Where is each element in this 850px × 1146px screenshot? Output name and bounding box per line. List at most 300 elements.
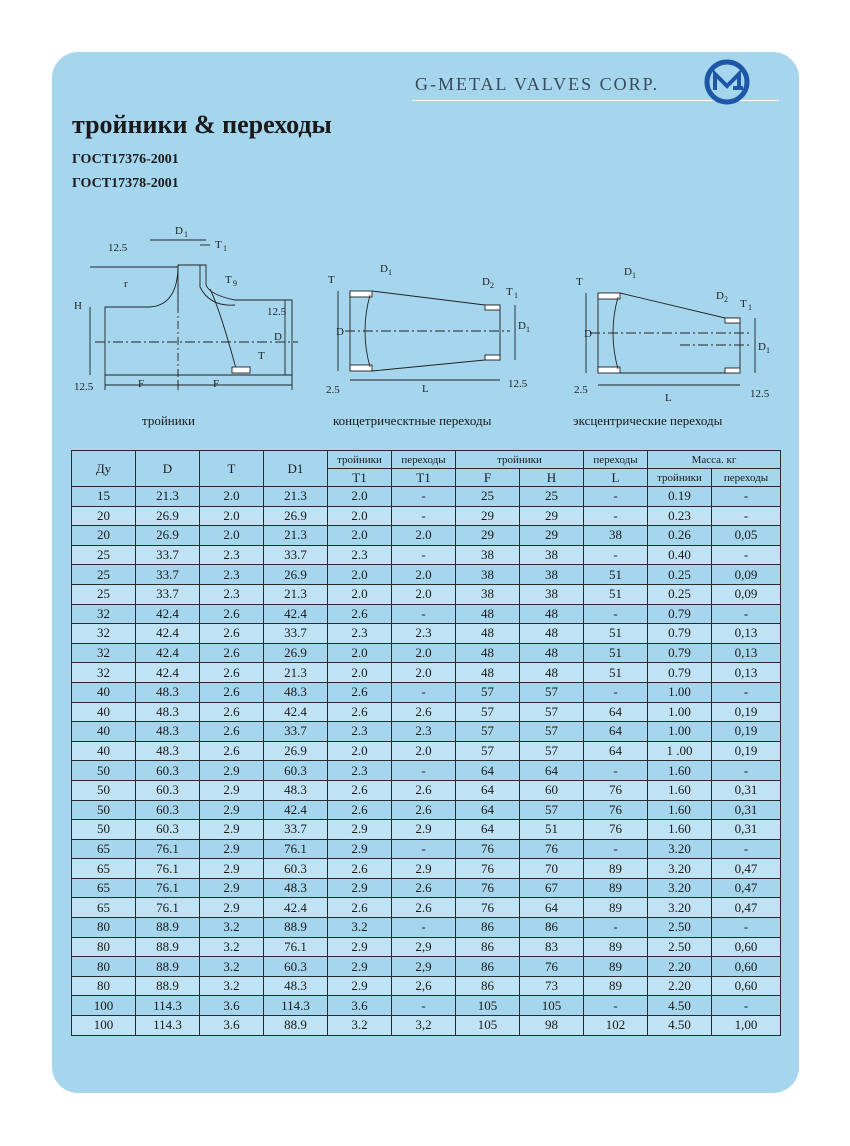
cell-l: - xyxy=(584,604,648,624)
table-row xyxy=(72,859,781,879)
cell-f: 38 xyxy=(456,584,520,604)
cell-h: 29 xyxy=(520,526,584,546)
cell-d: 48.3 xyxy=(136,702,200,722)
cell-t: 3.6 xyxy=(200,996,264,1016)
cell-l: 89 xyxy=(584,898,648,918)
cell-h: 57 xyxy=(520,682,584,702)
cell-d: 26.9 xyxy=(136,526,200,546)
cell-mass-tees: 0.79 xyxy=(648,643,712,663)
conc-label-t1: T xyxy=(506,286,513,298)
cell-d: 21.3 xyxy=(136,487,200,507)
cell-d: 60.3 xyxy=(136,820,200,840)
cell-h: 60 xyxy=(520,780,584,800)
cell-f: 86 xyxy=(456,918,520,938)
table-row xyxy=(72,643,781,663)
cell-du: 25 xyxy=(72,545,136,565)
cell-t1-reducers: 2.6 xyxy=(392,702,456,722)
tee-label-t1-sub: 1 xyxy=(223,244,227,253)
table-row xyxy=(72,487,781,507)
table-row xyxy=(72,545,781,565)
cell-t: 2.6 xyxy=(200,702,264,722)
cell-mass-tees: 0.79 xyxy=(648,663,712,683)
cell-t1-reducers: - xyxy=(392,996,456,1016)
conc-label-t: T xyxy=(328,274,335,286)
cell-d1: 33.7 xyxy=(264,624,328,644)
cell-l: 89 xyxy=(584,878,648,898)
table-row xyxy=(72,624,781,644)
cell-f: 64 xyxy=(456,761,520,781)
cell-du: 25 xyxy=(72,565,136,585)
cell-t: 2.9 xyxy=(200,898,264,918)
cell-mass-tees: 1.60 xyxy=(648,800,712,820)
cell-t1-reducers: - xyxy=(392,604,456,624)
ecc-label-d1-sub: 1 xyxy=(632,271,636,280)
cell-h: 86 xyxy=(520,918,584,938)
cell-f: 86 xyxy=(456,937,520,957)
cell-d1: 48.3 xyxy=(264,878,328,898)
technical-drawings xyxy=(60,215,790,435)
standard-2: ГОСТ17378-2001 xyxy=(72,176,179,191)
cell-t: 2.0 xyxy=(200,526,264,546)
table-row xyxy=(72,526,781,546)
table-row xyxy=(72,996,781,1016)
cell-mass-reducers: 0,09 xyxy=(712,565,781,585)
cell-t1-reducers: 2.9 xyxy=(392,859,456,879)
cell-l: - xyxy=(584,918,648,938)
cell-h: 51 xyxy=(520,820,584,840)
cell-t: 2.9 xyxy=(200,878,264,898)
cell-du: 80 xyxy=(72,918,136,938)
cell-t: 2.6 xyxy=(200,663,264,683)
cell-d1: 42.4 xyxy=(264,800,328,820)
cell-t1-tees: 2.0 xyxy=(328,487,392,507)
cell-d1: 60.3 xyxy=(264,957,328,977)
cell-mass-reducers: 0,31 xyxy=(712,780,781,800)
cell-mass-tees: 0.23 xyxy=(648,506,712,526)
cell-mass-reducers: 0,60 xyxy=(712,937,781,957)
cell-d: 88.9 xyxy=(136,937,200,957)
cell-d: 114.3 xyxy=(136,996,200,1016)
cell-d1: 60.3 xyxy=(264,761,328,781)
cell-d: 42.4 xyxy=(136,624,200,644)
conc-label-t1-sub: 1 xyxy=(514,291,518,300)
dimensions-table xyxy=(71,450,781,1036)
cell-t: 3.2 xyxy=(200,957,264,977)
ecc-label-d2: D xyxy=(716,290,724,302)
table-row xyxy=(72,663,781,683)
cell-t1-tees: 2.9 xyxy=(328,976,392,996)
cell-t: 2.3 xyxy=(200,545,264,565)
cell-h: 105 xyxy=(520,996,584,1016)
cell-d: 60.3 xyxy=(136,800,200,820)
cell-t: 3.2 xyxy=(200,918,264,938)
table-row xyxy=(72,1016,781,1036)
cell-d: 76.1 xyxy=(136,859,200,879)
cell-d: 42.4 xyxy=(136,663,200,683)
cell-t1-tees: 2.0 xyxy=(328,643,392,663)
cell-mass-reducers: - xyxy=(712,918,781,938)
cell-t1-tees: 2.0 xyxy=(328,584,392,604)
col-l: L xyxy=(584,469,648,487)
cell-du: 100 xyxy=(72,1016,136,1036)
cell-mass-reducers: - xyxy=(712,506,781,526)
cell-mass-reducers: 0,13 xyxy=(712,643,781,663)
table-row xyxy=(72,937,781,957)
cell-mass-tees: 3.20 xyxy=(648,839,712,859)
cell-t: 2.3 xyxy=(200,584,264,604)
cell-mass-tees: 0.25 xyxy=(648,565,712,585)
cell-t1-tees: 2.3 xyxy=(328,722,392,742)
cell-t1-tees: 2.6 xyxy=(328,859,392,879)
cell-du: 80 xyxy=(72,937,136,957)
cell-h: 76 xyxy=(520,957,584,977)
cell-mass-reducers: - xyxy=(712,996,781,1016)
tee-label-125-bottom: 12.5 xyxy=(74,381,94,393)
ecc-label-l: L xyxy=(665,392,672,404)
cell-mass-tees: 1.00 xyxy=(648,682,712,702)
conc-label-d2-sub: 2 xyxy=(490,281,494,290)
col-t1-reducers: T1 xyxy=(392,469,456,487)
cell-t1-tees: 2.0 xyxy=(328,526,392,546)
cell-h: 57 xyxy=(520,741,584,761)
cell-d1: 33.7 xyxy=(264,722,328,742)
cell-l: 51 xyxy=(584,565,648,585)
cell-t1-tees: 2.3 xyxy=(328,761,392,781)
table-row xyxy=(72,741,781,761)
cell-t: 2.9 xyxy=(200,839,264,859)
cell-t1-tees: 2.9 xyxy=(328,937,392,957)
cell-du: 40 xyxy=(72,682,136,702)
tee-label-t9: T xyxy=(225,274,232,286)
cell-l: - xyxy=(584,839,648,859)
tee-label-f-right: F xyxy=(213,378,220,390)
cell-t1-tees: 2.0 xyxy=(328,663,392,683)
conc-label-l: L xyxy=(422,383,429,395)
cell-d: 60.3 xyxy=(136,780,200,800)
cell-l: 51 xyxy=(584,643,648,663)
conc-label-dd1-sub: 1 xyxy=(526,325,530,334)
cell-h: 57 xyxy=(520,702,584,722)
cell-h: 64 xyxy=(520,761,584,781)
cell-h: 76 xyxy=(520,839,584,859)
table-row xyxy=(72,604,781,624)
cell-f: 29 xyxy=(456,506,520,526)
cell-t1-tees: 2.0 xyxy=(328,741,392,761)
cell-d: 42.4 xyxy=(136,643,200,663)
cell-du: 80 xyxy=(72,976,136,996)
conc-label-125: 12.5 xyxy=(508,378,528,390)
cell-d: 76.1 xyxy=(136,839,200,859)
cell-mass-reducers: 0,60 xyxy=(712,976,781,996)
cell-mass-reducers: 0,47 xyxy=(712,859,781,879)
cell-mass-tees: 1.60 xyxy=(648,761,712,781)
cell-mass-reducers: 0,60 xyxy=(712,957,781,977)
tee-label-h: H xyxy=(74,300,82,312)
cell-l: 89 xyxy=(584,957,648,977)
ecc-label-t: T xyxy=(576,276,583,288)
cell-t1-tees: 3.2 xyxy=(328,1016,392,1036)
cell-mass-tees: 0.26 xyxy=(648,526,712,546)
cell-f: 38 xyxy=(456,545,520,565)
cell-l: 51 xyxy=(584,663,648,683)
cell-h: 64 xyxy=(520,898,584,918)
cell-d: 76.1 xyxy=(136,898,200,918)
cell-t1-tees: 2.6 xyxy=(328,800,392,820)
cell-f: 57 xyxy=(456,682,520,702)
cell-mass-reducers: 0,09 xyxy=(712,584,781,604)
cell-mass-reducers: 0,47 xyxy=(712,898,781,918)
cell-t1-reducers: 2.6 xyxy=(392,800,456,820)
cell-d1: 76.1 xyxy=(264,839,328,859)
cell-d: 88.9 xyxy=(136,976,200,996)
cell-h: 57 xyxy=(520,800,584,820)
cell-h: 38 xyxy=(520,565,584,585)
cell-t1-tees: 2.3 xyxy=(328,624,392,644)
cell-f: 86 xyxy=(456,976,520,996)
tee-label-d: D xyxy=(274,331,282,343)
cell-t1-reducers: 2.0 xyxy=(392,565,456,585)
concentric-reducer-drawing xyxy=(326,263,530,396)
cell-mass-tees: 0.79 xyxy=(648,624,712,644)
cell-f: 48 xyxy=(456,604,520,624)
cell-l: - xyxy=(584,761,648,781)
col-group-tees-fh: тройники xyxy=(456,451,584,469)
cell-t1-reducers: 2,9 xyxy=(392,957,456,977)
cell-t1-reducers: - xyxy=(392,545,456,565)
cell-t1-reducers: 2,6 xyxy=(392,976,456,996)
table-row xyxy=(72,898,781,918)
table-row xyxy=(72,878,781,898)
cell-du: 40 xyxy=(72,741,136,761)
cell-t1-reducers: - xyxy=(392,839,456,859)
cell-d: 26.9 xyxy=(136,506,200,526)
cell-d1: 60.3 xyxy=(264,859,328,879)
cell-t: 3.2 xyxy=(200,937,264,957)
table-row xyxy=(72,800,781,820)
cell-t1-tees: 2.9 xyxy=(328,957,392,977)
table-row xyxy=(72,682,781,702)
table-row xyxy=(72,761,781,781)
cell-du: 32 xyxy=(72,604,136,624)
cell-mass-tees: 1.60 xyxy=(648,780,712,800)
cell-t1-tees: 2.3 xyxy=(328,545,392,565)
cell-l: 38 xyxy=(584,526,648,546)
cell-mass-reducers: 0,19 xyxy=(712,702,781,722)
cell-l: 51 xyxy=(584,624,648,644)
cell-mass-reducers: - xyxy=(712,682,781,702)
ecc-label-d: D xyxy=(584,328,592,340)
conc-label-d2: D xyxy=(482,276,490,288)
cell-d: 42.4 xyxy=(136,604,200,624)
cell-mass-tees: 0.25 xyxy=(648,584,712,604)
cell-mass-tees: 3.20 xyxy=(648,898,712,918)
page-title: тройники & переходы xyxy=(72,110,332,139)
cell-mass-tees: 1 .00 xyxy=(648,741,712,761)
cell-t: 2.6 xyxy=(200,722,264,742)
col-mass-reducers: переходы xyxy=(712,469,781,487)
cell-du: 50 xyxy=(72,761,136,781)
cell-l: 89 xyxy=(584,976,648,996)
cell-h: 98 xyxy=(520,1016,584,1036)
tee-label-t1: T xyxy=(215,239,222,251)
cell-f: 48 xyxy=(456,624,520,644)
col-mass-tees: тройники xyxy=(648,469,712,487)
cell-mass-tees: 4.50 xyxy=(648,996,712,1016)
cell-du: 40 xyxy=(72,722,136,742)
cell-mass-tees: 0.19 xyxy=(648,487,712,507)
caption-eccentric: эксцентрические переходы xyxy=(573,413,723,428)
cell-du: 20 xyxy=(72,526,136,546)
cell-d: 60.3 xyxy=(136,761,200,781)
cell-mass-reducers: 0,05 xyxy=(712,526,781,546)
cell-t1-tees: 2.6 xyxy=(328,682,392,702)
cell-du: 15 xyxy=(72,487,136,507)
cell-mass-reducers: 0,19 xyxy=(712,722,781,742)
cell-t1-tees: 3.2 xyxy=(328,918,392,938)
cell-l: - xyxy=(584,996,648,1016)
cell-mass-tees: 2.20 xyxy=(648,957,712,977)
cell-f: 64 xyxy=(456,800,520,820)
cell-mass-reducers: - xyxy=(712,604,781,624)
cell-mass-reducers: 1,00 xyxy=(712,1016,781,1036)
cell-d: 76.1 xyxy=(136,878,200,898)
table-row xyxy=(72,780,781,800)
cell-t1-tees: 2.9 xyxy=(328,878,392,898)
cell-d1: 48.3 xyxy=(264,976,328,996)
ecc-label-t1: T xyxy=(740,298,747,310)
cell-du: 80 xyxy=(72,957,136,977)
cell-l: 64 xyxy=(584,702,648,722)
table-row xyxy=(72,722,781,742)
cell-mass-reducers: - xyxy=(712,545,781,565)
cell-t: 2.3 xyxy=(200,565,264,585)
cell-mass-reducers: 0,13 xyxy=(712,624,781,644)
cell-t1-reducers: 2.0 xyxy=(392,584,456,604)
cell-d1: 21.3 xyxy=(264,663,328,683)
cell-l: 76 xyxy=(584,780,648,800)
cell-l: 89 xyxy=(584,937,648,957)
col-d: D xyxy=(136,451,200,487)
cell-t1-tees: 2.6 xyxy=(328,702,392,722)
cell-mass-tees: 3.20 xyxy=(648,859,712,879)
cell-f: 48 xyxy=(456,663,520,683)
cell-d: 114.3 xyxy=(136,1016,200,1036)
cell-t1-reducers: 2.0 xyxy=(392,663,456,683)
table-row xyxy=(72,702,781,722)
cell-t: 2.9 xyxy=(200,859,264,879)
cell-t: 2.9 xyxy=(200,780,264,800)
cell-h: 29 xyxy=(520,506,584,526)
company-name: G-METAL VALVES CORP. xyxy=(415,74,660,94)
col-du: Ду xyxy=(72,451,136,487)
cell-t1-reducers: 2.6 xyxy=(392,780,456,800)
company-logo-icon xyxy=(703,58,751,106)
cell-du: 100 xyxy=(72,996,136,1016)
tee-drawing xyxy=(74,225,298,393)
cell-d1: 88.9 xyxy=(264,1016,328,1036)
col-group-tees: тройники xyxy=(328,451,392,469)
cell-t1-tees: 2.0 xyxy=(328,506,392,526)
tee-label-d1-sub: 1 xyxy=(184,230,188,239)
cell-f: 25 xyxy=(456,487,520,507)
cell-h: 48 xyxy=(520,624,584,644)
cell-h: 48 xyxy=(520,643,584,663)
ecc-label-t1-sub: 1 xyxy=(748,303,752,312)
cell-du: 25 xyxy=(72,584,136,604)
cell-t1-tees: 2.6 xyxy=(328,780,392,800)
cell-f: 38 xyxy=(456,565,520,585)
cell-t1-reducers: - xyxy=(392,506,456,526)
cell-f: 48 xyxy=(456,643,520,663)
cell-t: 2.6 xyxy=(200,643,264,663)
cell-t: 2.0 xyxy=(200,487,264,507)
tee-label-d1: D xyxy=(175,225,183,237)
cell-t: 2.9 xyxy=(200,761,264,781)
cell-f: 105 xyxy=(456,1016,520,1036)
cell-d: 88.9 xyxy=(136,918,200,938)
cell-l: 76 xyxy=(584,820,648,840)
cell-t1-reducers: - xyxy=(392,918,456,938)
cell-t1-reducers: 2.6 xyxy=(392,878,456,898)
cell-du: 40 xyxy=(72,702,136,722)
cell-du: 65 xyxy=(72,859,136,879)
cell-f: 105 xyxy=(456,996,520,1016)
cell-t: 2.0 xyxy=(200,506,264,526)
col-f: F xyxy=(456,469,520,487)
cell-f: 57 xyxy=(456,722,520,742)
eccentric-reducer-drawing xyxy=(574,266,770,404)
ecc-label-d2-sub: 2 xyxy=(724,295,728,304)
ecc-label-d1: D xyxy=(624,266,632,278)
cell-d1: 21.3 xyxy=(264,526,328,546)
cell-l: 64 xyxy=(584,741,648,761)
cell-f: 29 xyxy=(456,526,520,546)
cell-d1: 42.4 xyxy=(264,702,328,722)
cell-t: 2.6 xyxy=(200,741,264,761)
cell-h: 25 xyxy=(520,487,584,507)
table-row xyxy=(72,506,781,526)
cell-d: 48.3 xyxy=(136,722,200,742)
cell-du: 32 xyxy=(72,643,136,663)
cell-d1: 26.9 xyxy=(264,506,328,526)
cell-f: 57 xyxy=(456,702,520,722)
col-group-reducers: переходы xyxy=(392,451,456,469)
ecc-label-dd1-sub: 1 xyxy=(766,346,770,355)
cell-l: - xyxy=(584,487,648,507)
cell-du: 50 xyxy=(72,800,136,820)
tee-label-r: r xyxy=(124,278,128,290)
cell-f: 76 xyxy=(456,878,520,898)
tee-label-125-top: 12.5 xyxy=(108,242,128,254)
cell-t1-reducers: 2.0 xyxy=(392,526,456,546)
cell-t1-reducers: 2,9 xyxy=(392,937,456,957)
cell-mass-tees: 2.50 xyxy=(648,918,712,938)
cell-t: 2.6 xyxy=(200,604,264,624)
cell-d1: 21.3 xyxy=(264,584,328,604)
cell-d1: 26.9 xyxy=(264,643,328,663)
table-row xyxy=(72,976,781,996)
cell-d: 48.3 xyxy=(136,741,200,761)
cell-d: 48.3 xyxy=(136,682,200,702)
col-d1: D1 xyxy=(264,451,328,487)
col-t1-tees: T1 xyxy=(328,469,392,487)
cell-d: 88.9 xyxy=(136,957,200,977)
cell-h: 67 xyxy=(520,878,584,898)
cell-f: 64 xyxy=(456,780,520,800)
cell-t1-reducers: 2.0 xyxy=(392,643,456,663)
cell-h: 38 xyxy=(520,584,584,604)
ecc-label-dd1: D xyxy=(758,341,766,353)
